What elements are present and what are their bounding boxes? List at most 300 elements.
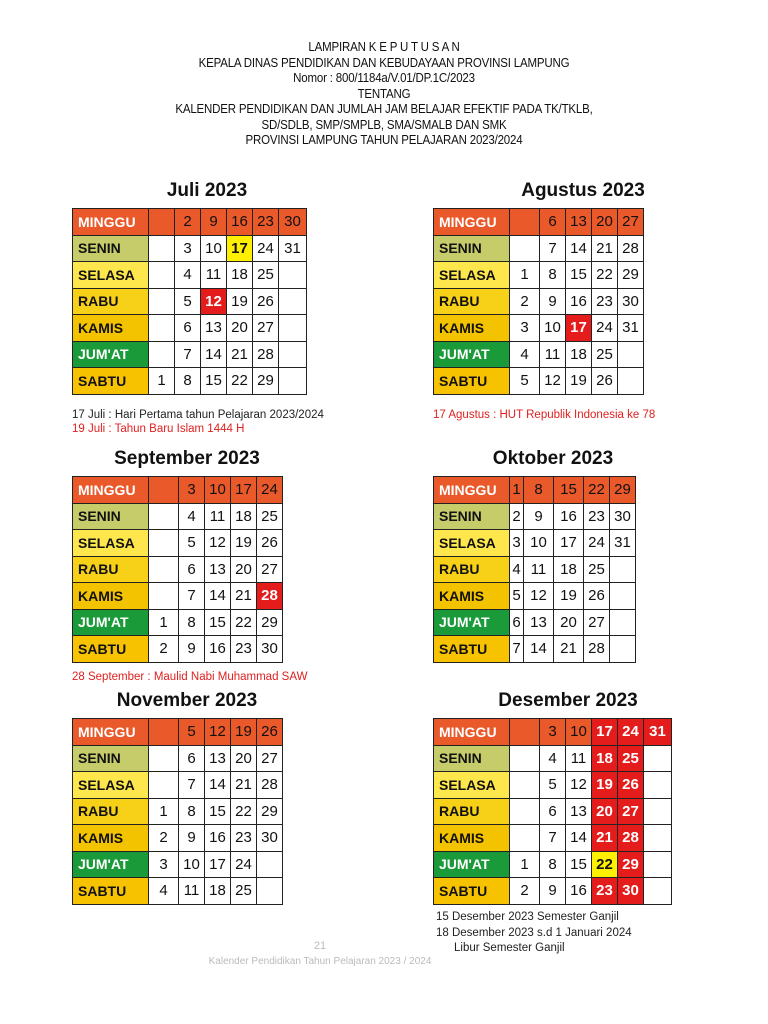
date-cell: 25 [618, 745, 644, 772]
date-cell [149, 209, 175, 236]
date-cell: 8 [540, 262, 566, 289]
day-label: KAMIS [434, 825, 510, 852]
date-cell: 17 [205, 851, 231, 878]
date-cell: 22 [592, 262, 618, 289]
calendar-row [434, 209, 644, 236]
date-cell: 15 [566, 262, 592, 289]
date-cell: 10 [566, 719, 592, 746]
day-label: SABTU [73, 636, 149, 663]
date-cell: 3 [540, 719, 566, 746]
note-july-islamic-new-year: 19 Juli : Tahun Baru Islam 1444 H [72, 423, 245, 435]
date-cell [610, 636, 636, 663]
date-cell: 16 [554, 503, 584, 530]
date-cell [644, 772, 672, 799]
date-cell: 2 [149, 636, 179, 663]
date-cell: 16 [205, 825, 231, 852]
date-cell: 29 [610, 477, 636, 504]
day-label: SABTU [73, 878, 149, 905]
date-cell [644, 745, 672, 772]
date-cell: 26 [257, 719, 283, 746]
date-cell: 7 [510, 636, 524, 663]
date-cell: 11 [201, 262, 227, 289]
date-cell: 10 [540, 315, 566, 342]
date-cell: 27 [257, 745, 283, 772]
date-cell: 16 [205, 636, 231, 663]
date-cell: 16 [227, 209, 253, 236]
header-line: PROVINSI LAMPUNG TAHUN PELAJARAN 2023/2024 [245, 133, 523, 147]
day-label: RABU [73, 556, 149, 583]
day-label: JUM'AT [73, 341, 149, 368]
day-label: MINGGU [434, 477, 510, 504]
day-label: MINGGU [73, 719, 149, 746]
date-cell: 8 [179, 798, 205, 825]
date-cell [149, 235, 175, 262]
date-cell: 30 [279, 209, 307, 236]
date-cell: 5 [510, 583, 524, 610]
date-cell: 26 [257, 530, 283, 557]
date-cell: 22 [584, 477, 610, 504]
calendar-row [434, 368, 644, 395]
date-cell: 3 [175, 235, 201, 262]
date-cell: 8 [540, 851, 566, 878]
calendar-row [434, 503, 636, 530]
date-cell: 30 [618, 288, 644, 315]
date-cell: 26 [253, 288, 279, 315]
date-cell: 14 [205, 583, 231, 610]
date-cell [149, 583, 179, 610]
day-label: KAMIS [73, 583, 149, 610]
date-cell: 21 [231, 772, 257, 799]
calendar-row [434, 851, 672, 878]
calendar-grid [72, 208, 307, 395]
day-label: MINGGU [73, 209, 149, 236]
date-cell: 29 [253, 368, 279, 395]
date-cell: 31 [610, 530, 636, 557]
date-cell: 15 [554, 477, 584, 504]
date-cell: 11 [566, 745, 592, 772]
date-cell: 24 [253, 235, 279, 262]
date-cell: 11 [524, 556, 554, 583]
date-cell: 28 [257, 583, 283, 610]
day-label: JUM'AT [73, 851, 149, 878]
calendar-row [73, 503, 283, 530]
date-cell [644, 851, 672, 878]
date-cell: 28 [253, 341, 279, 368]
date-cell: 24 [257, 477, 283, 504]
header-line: SD/SDLB, SMP/SMPLB, SMA/SMALB DAN SMK [261, 117, 507, 132]
date-cell [510, 209, 540, 236]
date-cell [257, 851, 283, 878]
date-cell: 5 [540, 772, 566, 799]
date-cell: 24 [231, 851, 257, 878]
date-cell: 3 [510, 315, 540, 342]
date-cell: 20 [227, 315, 253, 342]
date-cell: 5 [510, 368, 540, 395]
date-cell [149, 772, 179, 799]
date-cell: 28 [618, 825, 644, 852]
date-cell: 30 [610, 503, 636, 530]
date-cell: 12 [205, 719, 231, 746]
page-footer: Kalender Pendidikan Tahun Pelajaran 2023 / 2024 [208, 956, 432, 967]
header-line: TENTANG [357, 86, 411, 101]
date-cell: 19 [592, 772, 618, 799]
date-cell: 24 [584, 530, 610, 557]
date-cell: 3 [149, 851, 179, 878]
date-cell: 7 [175, 341, 201, 368]
date-cell [149, 530, 179, 557]
date-cell: 1 [510, 262, 540, 289]
date-cell: 31 [618, 315, 644, 342]
calendar-row [73, 556, 283, 583]
date-cell [279, 288, 307, 315]
date-cell [149, 288, 175, 315]
date-cell [149, 262, 175, 289]
day-label: SABTU [73, 368, 149, 395]
date-cell: 17 [566, 315, 592, 342]
date-cell [257, 878, 283, 905]
date-cell: 7 [540, 235, 566, 262]
calendar-grid [433, 476, 636, 663]
calendar-row [434, 798, 672, 825]
calendar-row [73, 209, 307, 236]
date-cell: 1 [149, 609, 179, 636]
date-cell: 18 [231, 503, 257, 530]
month-title: Juli 2023 [166, 180, 248, 201]
day-label: SELASA [434, 530, 510, 557]
date-cell: 25 [231, 878, 257, 905]
date-cell: 9 [179, 825, 205, 852]
date-cell: 29 [618, 851, 644, 878]
date-cell: 23 [253, 209, 279, 236]
date-cell: 8 [175, 368, 201, 395]
date-cell: 28 [257, 772, 283, 799]
date-cell: 27 [584, 609, 610, 636]
day-label: SENIN [434, 503, 510, 530]
date-cell: 29 [257, 798, 283, 825]
date-cell [644, 878, 672, 905]
date-cell: 20 [592, 798, 618, 825]
calendar-november-2023 [72, 690, 312, 910]
note-december-semester: 15 Desember 2023 Semester Ganjil [436, 911, 619, 923]
date-cell: 2 [510, 288, 540, 315]
calendar-row [434, 530, 636, 557]
date-cell: 8 [179, 609, 205, 636]
calendar-row [73, 288, 307, 315]
date-cell [510, 825, 540, 852]
day-label: KAMIS [434, 583, 510, 610]
calendar-row [434, 719, 672, 746]
note-september-maulid: 28 September : Maulid Nabi Muhammad SAW [72, 671, 308, 683]
date-cell: 12 [566, 772, 592, 799]
calendar-row [434, 288, 644, 315]
date-cell [644, 798, 672, 825]
date-cell: 16 [566, 878, 592, 905]
date-cell [149, 745, 179, 772]
calendar-row [434, 636, 636, 663]
date-cell: 14 [566, 825, 592, 852]
date-cell: 26 [618, 772, 644, 799]
date-cell [510, 235, 540, 262]
date-cell: 10 [524, 530, 554, 557]
date-cell [149, 315, 175, 342]
date-cell: 11 [179, 878, 205, 905]
date-cell: 8 [524, 477, 554, 504]
date-cell: 12 [201, 288, 227, 315]
month-title: Agustus 2023 [521, 180, 645, 201]
calendar-row [434, 477, 636, 504]
date-cell: 13 [201, 315, 227, 342]
calendar-row [73, 825, 283, 852]
calendar-row [73, 636, 283, 663]
calendar-row [73, 583, 283, 610]
date-cell: 17 [231, 477, 257, 504]
date-cell: 15 [205, 609, 231, 636]
header-line: KEPALA DINAS PENDIDIKAN DAN KEBUDAYAAN PROVINSI LAMPUNG [198, 55, 570, 70]
date-cell: 19 [231, 719, 257, 746]
calendar-october-2023 [433, 448, 673, 668]
date-cell: 9 [524, 503, 554, 530]
date-cell: 22 [227, 368, 253, 395]
date-cell: 20 [231, 745, 257, 772]
date-cell: 1 [149, 368, 175, 395]
day-label: MINGGU [73, 477, 149, 504]
day-label: RABU [434, 798, 510, 825]
header-line: KALENDER PENDIDIKAN DAN JUMLAH JAM BELAJAR EFEKTIF PADA TK/TKLB, [175, 102, 593, 116]
calendar-row [73, 315, 307, 342]
date-cell: 18 [566, 341, 592, 368]
calendar-row [434, 556, 636, 583]
date-cell: 5 [179, 719, 205, 746]
day-label: SENIN [73, 235, 149, 262]
day-label: MINGGU [434, 719, 510, 746]
day-label: SABTU [434, 878, 510, 905]
date-cell: 18 [592, 745, 618, 772]
date-cell: 21 [227, 341, 253, 368]
date-cell: 1 [510, 477, 524, 504]
date-cell: 30 [618, 878, 644, 905]
page-number: 21 [313, 940, 327, 952]
calendar-grid [72, 476, 283, 663]
date-cell: 18 [227, 262, 253, 289]
day-label: RABU [434, 288, 510, 315]
date-cell: 14 [566, 235, 592, 262]
date-cell: 26 [592, 368, 618, 395]
day-label: RABU [434, 556, 510, 583]
calendar-row [434, 825, 672, 852]
calendar-row [434, 315, 644, 342]
date-cell: 6 [179, 556, 205, 583]
date-cell [610, 583, 636, 610]
date-cell: 14 [205, 772, 231, 799]
month-title: Desember 2023 [498, 690, 638, 711]
date-cell: 10 [205, 477, 231, 504]
calendar-row [73, 235, 307, 262]
date-cell: 15 [205, 798, 231, 825]
calendar-row [434, 745, 672, 772]
date-cell: 19 [554, 583, 584, 610]
date-cell: 31 [279, 235, 307, 262]
calendar-row [434, 262, 644, 289]
calendar-row [73, 368, 307, 395]
day-label: KAMIS [73, 315, 149, 342]
date-cell: 25 [257, 503, 283, 530]
date-cell: 26 [584, 583, 610, 610]
month-title: Oktober 2023 [492, 448, 614, 469]
date-cell [149, 719, 179, 746]
date-cell: 17 [227, 235, 253, 262]
date-cell: 18 [205, 878, 231, 905]
date-cell: 25 [584, 556, 610, 583]
date-cell [279, 341, 307, 368]
calendar-row [434, 235, 644, 262]
calendar-grid [433, 718, 672, 905]
date-cell: 2 [149, 825, 179, 852]
date-cell: 3 [179, 477, 205, 504]
date-cell: 6 [540, 209, 566, 236]
date-cell: 22 [231, 798, 257, 825]
day-label: SENIN [73, 503, 149, 530]
date-cell: 12 [540, 368, 566, 395]
date-cell: 3 [510, 530, 524, 557]
day-label: SENIN [434, 745, 510, 772]
date-cell [510, 745, 540, 772]
date-cell: 20 [231, 556, 257, 583]
day-label: JUM'AT [434, 851, 510, 878]
date-cell: 5 [175, 288, 201, 315]
document-header [0, 40, 768, 149]
date-cell: 23 [592, 878, 618, 905]
date-cell: 2 [175, 209, 201, 236]
calendar-grid [72, 718, 283, 905]
date-cell [149, 503, 179, 530]
date-cell: 15 [201, 368, 227, 395]
calendar-row [73, 477, 283, 504]
date-cell: 10 [179, 851, 205, 878]
date-cell: 4 [540, 745, 566, 772]
date-cell: 24 [618, 719, 644, 746]
date-cell: 31 [644, 719, 672, 746]
day-label: KAMIS [434, 315, 510, 342]
day-label: SENIN [73, 745, 149, 772]
date-cell: 25 [592, 341, 618, 368]
day-label: MINGGU [434, 209, 510, 236]
date-cell: 19 [227, 288, 253, 315]
day-label: SENIN [434, 235, 510, 262]
date-cell: 6 [179, 745, 205, 772]
month-title: September 2023 [114, 448, 260, 469]
date-cell: 28 [618, 235, 644, 262]
calendar-row [73, 878, 283, 905]
calendar-row [434, 878, 672, 905]
note-december-holiday-range: 18 Desember 2023 s.d 1 Januari 2024 [436, 927, 632, 939]
date-cell [510, 772, 540, 799]
date-cell: 19 [566, 368, 592, 395]
date-cell: 19 [231, 530, 257, 557]
date-cell: 9 [540, 878, 566, 905]
date-cell: 21 [231, 583, 257, 610]
calendar-row [73, 530, 283, 557]
calendar-row [73, 719, 283, 746]
date-cell: 28 [584, 636, 610, 663]
date-cell: 18 [554, 556, 584, 583]
calendar-row [73, 341, 307, 368]
date-cell: 22 [231, 609, 257, 636]
date-cell: 4 [510, 556, 524, 583]
date-cell: 17 [554, 530, 584, 557]
date-cell: 12 [524, 583, 554, 610]
date-cell: 7 [179, 772, 205, 799]
day-label: KAMIS [73, 825, 149, 852]
date-cell: 22 [592, 851, 618, 878]
calendar-row [434, 583, 636, 610]
calendar-row [73, 851, 283, 878]
calendar-august-2023 [433, 180, 673, 400]
calendar-grid [433, 208, 644, 395]
date-cell: 12 [205, 530, 231, 557]
date-cell: 4 [179, 503, 205, 530]
date-cell [149, 556, 179, 583]
date-cell: 6 [540, 798, 566, 825]
date-cell: 1 [510, 851, 540, 878]
date-cell [149, 341, 175, 368]
date-cell: 29 [257, 609, 283, 636]
calendar-row [434, 772, 672, 799]
date-cell [510, 719, 540, 746]
date-cell: 6 [175, 315, 201, 342]
day-label: SELASA [434, 772, 510, 799]
day-label: SELASA [73, 530, 149, 557]
date-cell: 17 [592, 719, 618, 746]
day-label: RABU [73, 798, 149, 825]
date-cell: 27 [618, 798, 644, 825]
day-label: JUM'AT [73, 609, 149, 636]
date-cell: 7 [540, 825, 566, 852]
date-cell: 13 [205, 556, 231, 583]
date-cell: 29 [618, 262, 644, 289]
date-cell: 16 [566, 288, 592, 315]
date-cell: 21 [554, 636, 584, 663]
day-label: SELASA [73, 262, 149, 289]
calendar-row [73, 745, 283, 772]
date-cell: 15 [566, 851, 592, 878]
day-label: SELASA [73, 772, 149, 799]
date-cell [149, 477, 179, 504]
date-cell: 2 [510, 878, 540, 905]
date-cell: 2 [510, 503, 524, 530]
date-cell: 25 [253, 262, 279, 289]
date-cell [618, 341, 644, 368]
date-cell: 27 [253, 315, 279, 342]
date-cell: 13 [524, 609, 554, 636]
date-cell: 30 [257, 825, 283, 852]
date-cell: 1 [149, 798, 179, 825]
date-cell: 27 [257, 556, 283, 583]
date-cell: 9 [540, 288, 566, 315]
date-cell [279, 368, 307, 395]
calendar-row [73, 798, 283, 825]
day-label: RABU [73, 288, 149, 315]
date-cell: 30 [257, 636, 283, 663]
date-cell [610, 556, 636, 583]
date-cell: 4 [175, 262, 201, 289]
date-cell: 13 [205, 745, 231, 772]
date-cell [510, 798, 540, 825]
date-cell: 20 [554, 609, 584, 636]
date-cell: 5 [179, 530, 205, 557]
date-cell: 14 [201, 341, 227, 368]
date-cell [610, 609, 636, 636]
calendar-row [73, 609, 283, 636]
